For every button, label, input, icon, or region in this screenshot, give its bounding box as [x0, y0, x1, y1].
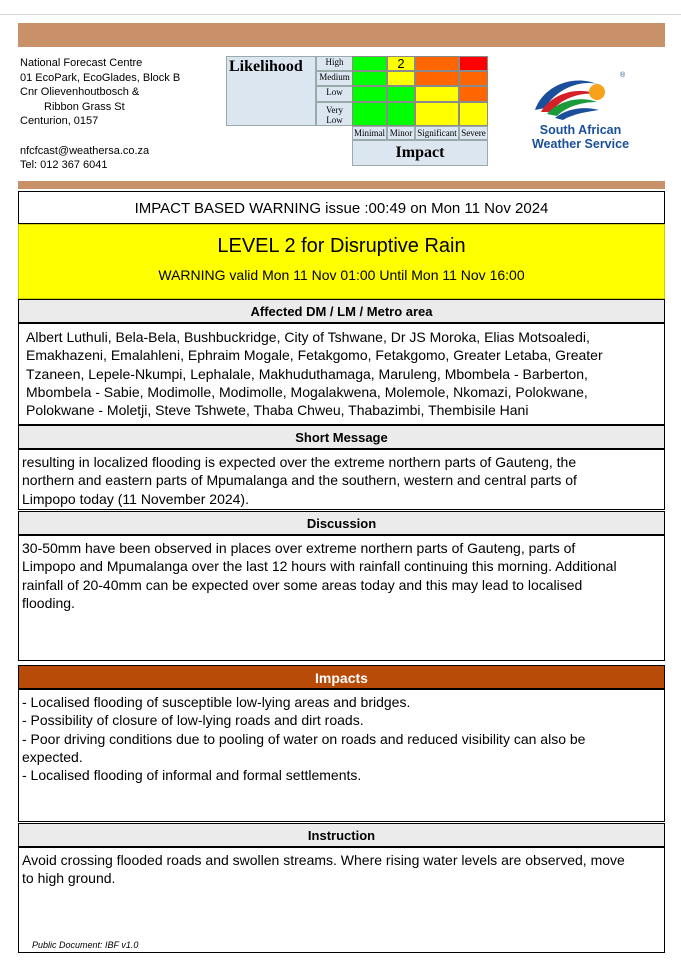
affected-areas-header: Affected DM / LM / Metro area — [18, 299, 665, 323]
impact-severe: Severe — [459, 126, 488, 140]
impact-minimal: Minimal — [354, 128, 385, 138]
address-line: Centurion, 0157 — [20, 115, 99, 128]
likelihood-very-low: Very Low — [316, 102, 353, 126]
email-link[interactable]: nfcfcast@weathersa.co.za — [20, 144, 150, 157]
address-line: National Forecast Centre — [20, 57, 143, 69]
address-line: 01 EcoPark, EcoGlades, Block B — [20, 71, 181, 84]
text-line: northern and eastern parts of Mpumalanga and the southern, western and central parts of — [22, 472, 577, 489]
logo-line-2: Weather Service — [531, 137, 630, 151]
logo-text — [522, 123, 639, 151]
matrix-cell — [352, 71, 387, 86]
text-line: 30-50mm have been observed in places over extreme northern parts of Gauteng, parts of — [22, 540, 576, 556]
text-line: Limpopo today (11 November 2024). — [22, 490, 249, 507]
impact-significant: Significant — [415, 126, 459, 140]
matrix-cell — [459, 86, 488, 102]
impacts-text — [18, 689, 665, 822]
matrix-cell — [352, 86, 387, 102]
header-bar — [18, 23, 665, 47]
matrix-cell — [415, 102, 459, 126]
text-line: Emakhazeni, Emalahleni, Ephraim Mogale, Fetakgomo, Fetakgomo, Greater Letaba, Greater — [26, 347, 603, 364]
discussion-text — [18, 535, 665, 661]
likelihood-label: Likelihood — [226, 56, 316, 126]
instruction-text — [18, 847, 665, 953]
text-line: - Localised flooding of informal and formal settlements. — [22, 767, 362, 784]
text-line: resulting in localized flooding is expected over the extreme northern parts of Gauteng, the — [22, 454, 577, 470]
short-message-text — [18, 449, 665, 510]
top-divider — [0, 14, 681, 15]
warning-level: LEVEL 2 for Disruptive Rain — [217, 235, 466, 257]
matrix-cell — [459, 56, 488, 71]
likelihood-medium: Medium — [316, 71, 353, 86]
affected-areas-text — [18, 323, 665, 425]
impact-minor: Minor — [387, 126, 415, 140]
text-line: Avoid crossing flooded roads and swollen streams. Where rising water levels are observed, move — [22, 852, 625, 868]
matrix-cell — [387, 71, 415, 86]
text-line: - Localised flooding of susceptible low-lying areas and bridges. — [22, 694, 411, 710]
text-line: flooding. — [22, 594, 75, 611]
matrix-cell-selected: 2 — [387, 56, 415, 71]
section-bar — [18, 181, 665, 189]
address-line: Ribbon Grass St — [44, 100, 125, 113]
text-line: to high ground. — [22, 870, 116, 887]
address-block — [20, 56, 180, 173]
matrix-cell — [352, 102, 387, 126]
address-line: Cnr Olievenhoutbosch & — [20, 86, 140, 99]
likelihood-high: High — [316, 56, 353, 71]
matrix-cell — [415, 71, 459, 86]
instruction-header: Instruction — [18, 823, 665, 847]
text-line: - Poor driving conditions due to pooling of water on roads and reduced visibility can also be — [22, 730, 586, 747]
issue-line: IMPACT BASED WARNING issue :00:49 on Mon 11 Nov 2024 — [18, 191, 665, 224]
text-line: Limpopo and Mpumalanga over the last 12 hours with rainfall continuing this morning. Additional — [22, 558, 617, 575]
matrix-cell — [459, 102, 488, 126]
matrix-cell — [387, 86, 415, 102]
discussion-header: Discussion — [18, 511, 665, 535]
impact-label: Impact — [352, 140, 488, 166]
logo-line-1: South African — [539, 123, 622, 137]
matrix-cell — [415, 86, 459, 102]
footer-note: Public Document: IBF v1.0 — [32, 940, 139, 950]
warning-level-banner — [18, 224, 665, 299]
text-line: Polokwane - Moletji, Steve Tshwete, Thaba Chweu, Thabazimbi, Thembisile Hani — [26, 402, 529, 419]
text-line: Mbombela - Sabie, Modimolle, Modimolle, Mogalakwena, Molemole, Nkomazi, Polokwane, — [26, 383, 588, 400]
registered-mark: ® — [620, 72, 626, 79]
text-line: rainfall of 20-40mm can be expected over some areas today and this may lead to localised — [22, 576, 583, 593]
text-line: Albert Luthuli, Bela-Bela, Bushbuckridge, City of Tshwane, Dr JS Moroka, Elias Motsoaledi, — [26, 329, 590, 345]
text-line: Tzaneen, Lepele-Nkumpi, Lephalale, Makhuduthamaga, Maruleng, Mbombela - Barberton, — [26, 365, 588, 382]
matrix-cell — [415, 56, 459, 71]
text-line: expected. — [22, 748, 83, 765]
likelihood-low: Low — [316, 86, 353, 102]
text-line: - Possibility of closure of low-lying roads and dirt roads. — [22, 712, 364, 729]
short-message-header: Short Message — [18, 425, 665, 449]
telephone: Tel: 012 367 6041 — [20, 159, 108, 172]
matrix-cell — [459, 71, 488, 86]
warning-validity: WARNING valid Mon 11 Nov 01:00 Until Mon 11 Nov 16:00 — [158, 267, 525, 283]
matrix-cell — [352, 56, 387, 71]
matrix-cell — [387, 102, 415, 126]
impacts-header: Impacts — [18, 665, 665, 689]
